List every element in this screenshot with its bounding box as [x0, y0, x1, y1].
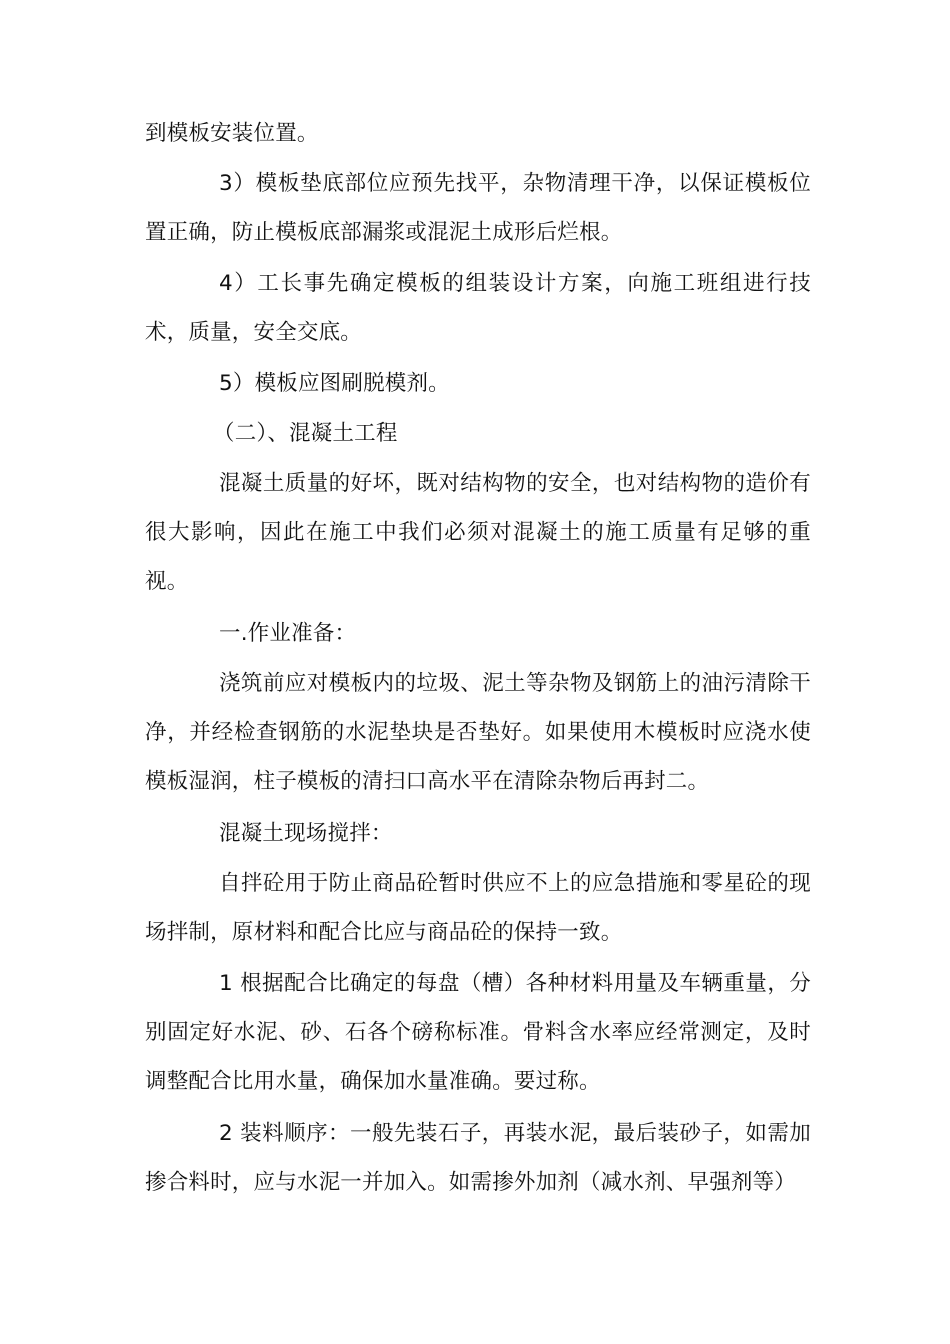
- subheading-preparation: 一.作业准备：: [219, 621, 357, 646]
- paragraph-continuation: 到模板安装位置。: [145, 121, 319, 146]
- section-heading-concrete: （二）、混凝土工程: [213, 421, 398, 446]
- paragraph-item-5: 5）模板应图刷脱模剂。: [219, 371, 450, 396]
- paragraph-item-4: 4）工长事先确定模板的组装设计方案，向施工班组进行技术，质量，安全交底。: [145, 271, 811, 345]
- paragraph-step-2: 2 装料顺序：一般先装石子，再装水泥，最后装砂子，如需加掺合料时，应与水泥一并加入。如需掺外加剂（减水剂、早强剂等）: [145, 1121, 811, 1195]
- paragraph-preparation: 浇筑前应对模板内的垃圾、泥土等杂物及钢筋上的油污清除干净，并经检查钢筋的水泥垫块是否垫好。如果使用木模板时应浇水使模板湿润，柱子模板的清扫口高水平在清除杂物后再封二。: [145, 671, 811, 794]
- paragraph-item-3: 3）模板垫底部位应预先找平，杂物清理干净，以保证模板位置正确，防止模板底部漏浆或混泥土成形后烂根。: [145, 171, 811, 245]
- paragraph-site-mixing: 自拌砼用于防止商品砼暂时供应不上的应急措施和零星砼的现场拌制，原材料和配合比应与商品砼的保持一致。: [145, 871, 811, 945]
- subheading-site-mixing: 混凝土现场搅拌：: [219, 821, 393, 846]
- paragraph-concrete-intro: 混凝土质量的好坏，既对结构物的安全，也对结构物的造价有很大影响，因此在施工中我们必须对混凝土的施工质量有足够的重视。: [145, 471, 811, 594]
- paragraph-step-1: 1 根据配合比确定的每盘（槽）各种材料用量及车辆重量，分别固定好水泥、砂、石各个磅称标准。骨料含水率应经常测定，及时调整配合比用水量，确保加水量准确。要过称。: [145, 971, 811, 1094]
